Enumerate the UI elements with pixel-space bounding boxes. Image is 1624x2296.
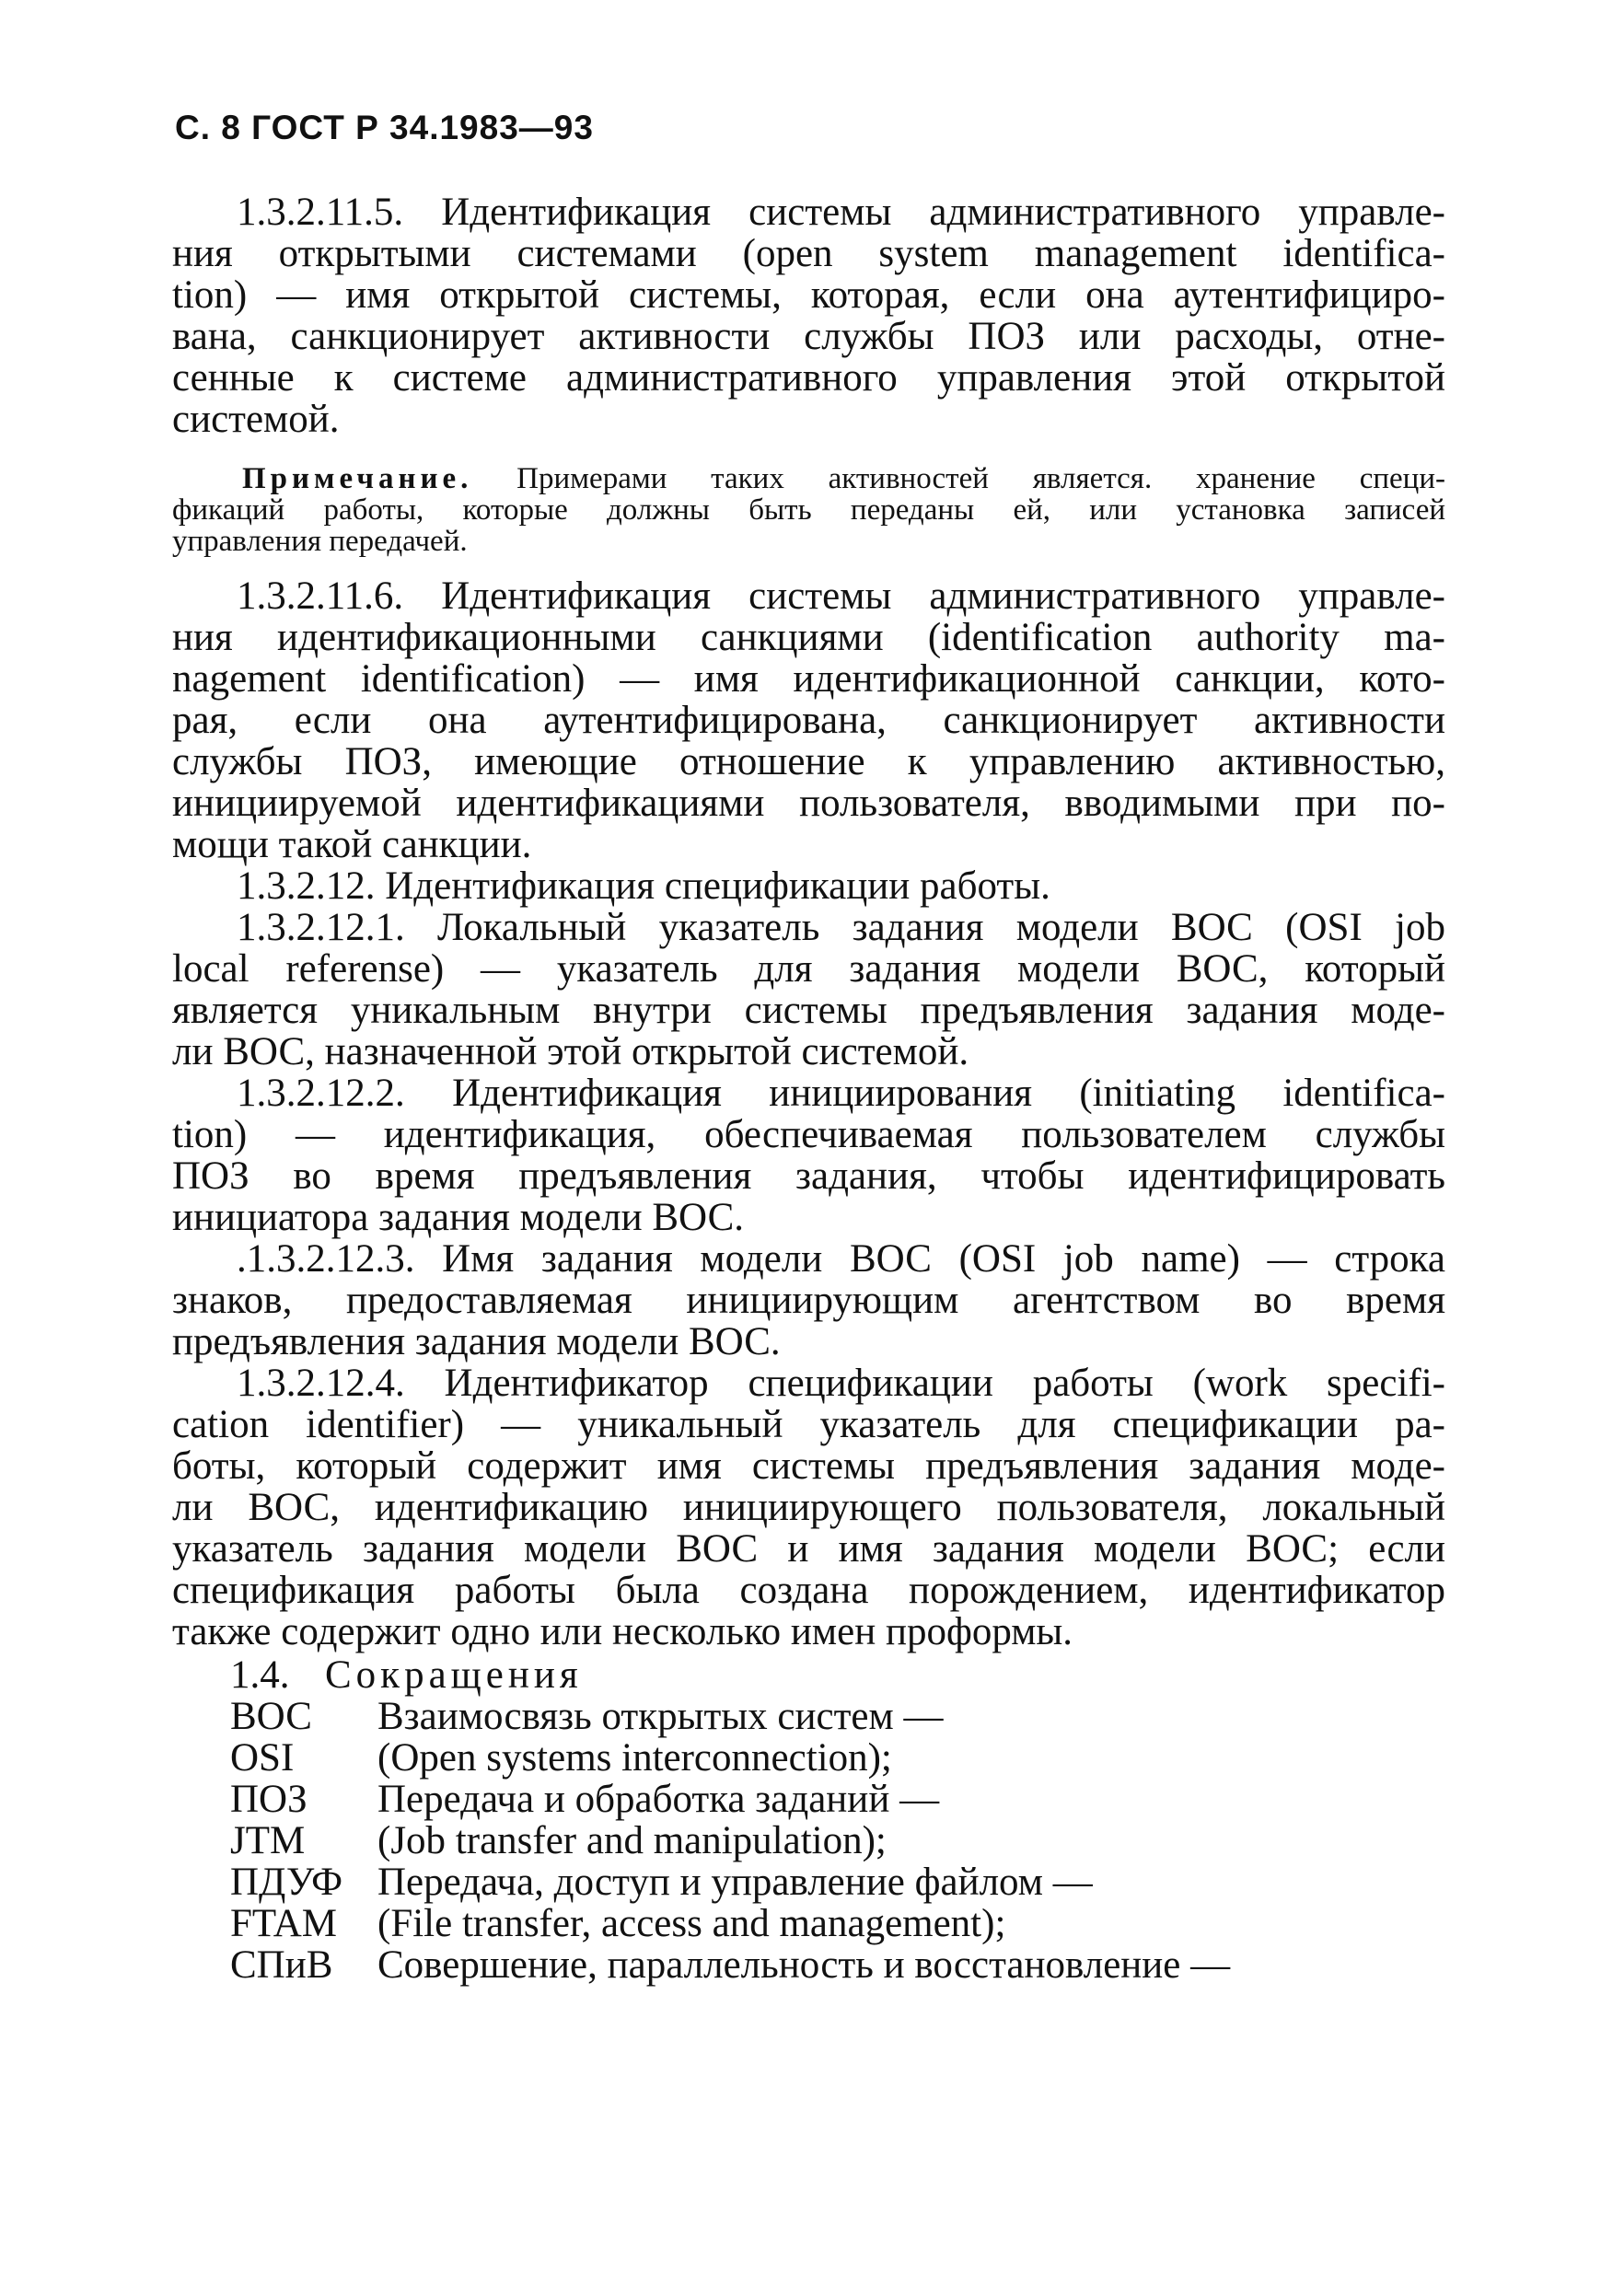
text-line: мощи такой санкции. [172,823,532,866]
text-line: tion) — идентификация, обеспечиваемая пользователем службы [172,1113,1445,1156]
abbreviation-text: (File transfer, access and management); [377,1902,1006,1945]
text-line: вана, санкционирует активности службы ПОЗ или расходы, отне- [172,315,1445,358]
abbreviation-row [230,1944,1230,1986]
text-line: знаков, предоставляемая инициирующим агентством во время [172,1279,1445,1322]
text-line: боты, который содержит имя системы предъявления задания моде- [172,1444,1445,1488]
section-heading [230,1654,583,1696]
page-header: С. 8 ГОСТ Р 34.1983—93 [175,109,594,146]
note-line [242,463,1445,494]
abbreviation-row [230,1903,1230,1944]
abbreviation-key: FTAM [230,1902,338,1945]
abbreviation-list [230,1696,1230,1986]
text-line: спецификация работы была создана порождением, идентификатор [172,1569,1445,1612]
text-line: предъявления задания модели ВОС. [172,1320,781,1363]
text-line: 1.3.2.12.1. Локальный указатель задания модели ВОС (OSI job [237,906,1445,949]
text-line: nagement identification) — имя идентификационной санкции, кото- [172,657,1445,701]
text-line: local referense) — указатель для задания модели ВОС, который [172,947,1445,991]
note-label: Примечание. [242,462,473,495]
paragraph-2 [172,575,1445,1652]
abbreviation-row [230,1696,1230,1737]
text-line: 1.3.2.11.6. Идентификация системы административного управле- [237,574,1445,618]
abbreviation-row [230,1737,1230,1779]
abbreviation-row [230,1820,1230,1861]
text-line: сенные к системе административного управления этой открытой [172,356,1445,400]
abbreviation-key: ПДУФ [230,1861,343,1904]
abbreviation-text: Передача, доступ и управление файлом — [377,1861,1093,1904]
text-line: рая, если она аутентифицирована, санкционирует активности [172,699,1445,742]
paragraph-1 [172,191,1445,440]
note-text: Примерами таких активностей является. хранение специ- [516,462,1445,495]
note-block [242,463,1445,494]
abbreviation-row [230,1861,1230,1903]
text-line: ПОЗ во время предъявления задания, чтобы идентифицировать [172,1154,1445,1198]
abbreviation-text: Передача и обработка заданий — [377,1778,940,1821]
text-line: инициатора задания модели ВОС. [172,1196,745,1239]
abbreviation-key: СПиВ [230,1943,333,1987]
text-line: является уникальным внутри системы предъявления задания моде- [172,989,1445,1032]
section-title: Сокращения [325,1653,583,1697]
abbreviation-key: OSI [230,1736,295,1780]
text-line: также содержит одно или несколько имен проформы. [172,1610,1073,1653]
abbreviation-text: Взаимосвязь открытых систем — [377,1695,944,1738]
abbreviation-text: Совершение, параллельность и восстановление — [377,1943,1231,1987]
note-block-continued [172,494,1445,557]
text-line: cation identifier) — уникальный указатель для спецификации ра- [172,1403,1445,1446]
abbreviation-row [230,1779,1230,1820]
abbreviation-key: ПОЗ [230,1778,307,1821]
note-line: управления передачей. [172,525,468,558]
text-line: инициируемой идентификациями пользователя, вводимыми при по- [172,782,1445,825]
text-line: 1.3.2.11.5. Идентификация системы административного управле- [237,191,1445,234]
text-line: ли ВОС, назначенной этой открытой системой. [172,1030,969,1073]
abbreviation-key: ВОС [230,1695,312,1738]
text-line: 1.3.2.12.2. Идентификация инициирования (initiating identifica- [237,1072,1445,1115]
abbreviation-key: JTM [230,1819,306,1862]
text-line: ния открытыми системами (open system management identifica- [172,232,1445,275]
text-line: ния идентификационными санкциями (identification authority ma- [172,616,1445,659]
abbreviation-text: (Job transfer and manipulation); [377,1819,887,1862]
text-line: 1.3.2.12.4. Идентификатор спецификации работы (work specifi- [237,1362,1445,1405]
note-line: фикаций работы, которые должны быть переданы ей, или установка записей [172,493,1445,527]
text-line: tion) — имя открытой системы, которая, если она аутентифициро- [172,273,1445,317]
text-line: .1.3.2.12.3. Имя задания модели ВОС (OSI job name) — строка [237,1237,1445,1281]
text-line: 1.3.2.12. Идентификация спецификации работы. [237,864,1050,908]
text-line: ли ВОС, идентификацию инициирующего пользователя, локальный [172,1486,1445,1529]
text-line: системой. [172,398,340,441]
section-number: 1.4. [230,1653,290,1697]
text-line: указатель задания модели ВОС и имя задания модели ВОС; если [172,1527,1445,1571]
abbreviation-text: (Open systems interconnection); [377,1736,892,1780]
text-line: службы ПОЗ, имеющие отношение к управлению активностью, [172,740,1445,783]
